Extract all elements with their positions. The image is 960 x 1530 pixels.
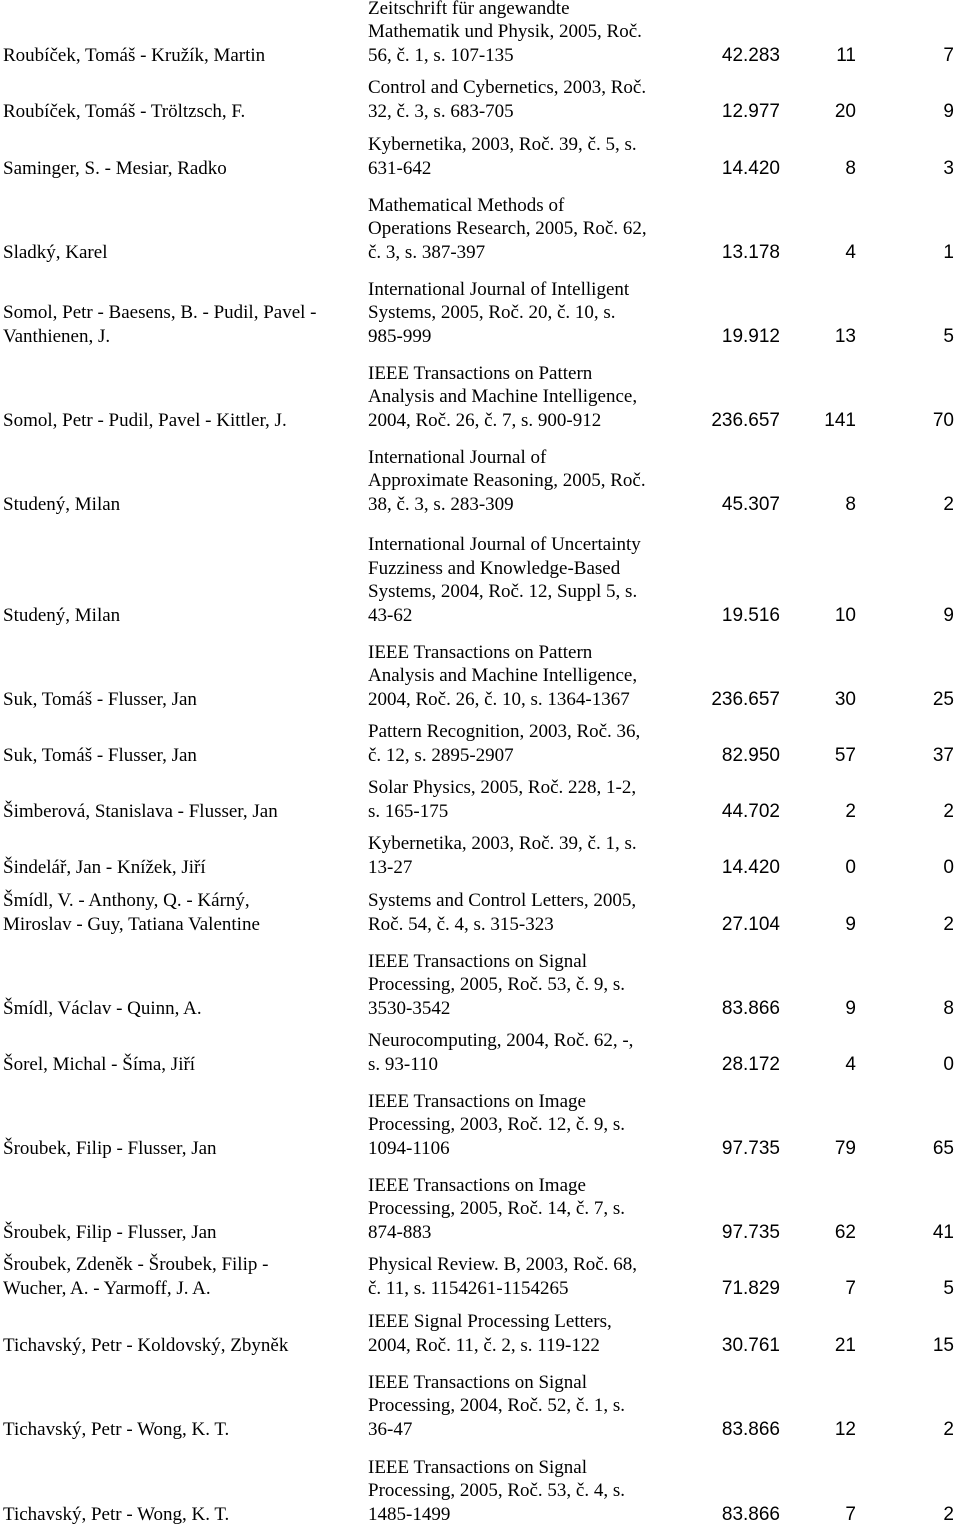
impact-cell: 236.657 <box>711 409 780 431</box>
journal-cell: Pattern Recognition, 2003, Roč. 36, č. 12, s. 2895-2907 <box>368 721 641 766</box>
table-row <box>0 776 960 823</box>
journal-cell: International Journal of Approximate Reasoning, 2005, Roč. 38, č. 3, s. 283-309 <box>368 446 646 515</box>
journal-cell: International Journal of Uncertainty Fuzziness and Knowledge-Based Systems, 2004, Roč. 12, Suppl 5, s. 43-62 <box>368 534 641 626</box>
count-cell-2: 0 <box>943 856 954 878</box>
impact-cell: 83.866 <box>721 1418 780 1440</box>
count-cell-2: 5 <box>943 325 954 347</box>
journal-cell: IEEE Transactions on Pattern Analysis and Machine Intelligence, 2004, Roč. 26, č. 10, s. 1364-1367 <box>368 641 638 710</box>
table-row <box>0 1253 960 1300</box>
authors-cell: Tichavský, Petr - Wong, K. T. <box>3 1418 230 1440</box>
table-row <box>0 889 960 936</box>
count-cell-1: 30 <box>834 688 856 710</box>
count-cell-1: 9 <box>845 997 856 1019</box>
authors-cell: Suk, Tomáš - Flusser, Jan <box>3 688 197 710</box>
impact-cell: 19.516 <box>721 604 780 626</box>
impact-cell: 82.950 <box>721 744 780 766</box>
count-cell-2: 70 <box>932 409 954 431</box>
table-row <box>0 720 960 767</box>
count-cell-2: 41 <box>932 1221 954 1243</box>
table-row <box>0 76 960 123</box>
journal-cell: Mathematical Methods of Operations Research, 2005, Roč. 62, č. 3, s. 387-397 <box>368 194 647 263</box>
count-cell-1: 0 <box>845 856 856 878</box>
count-cell-1: 4 <box>845 1053 856 1075</box>
authors-cell: Šindelář, Jan - Knížek, Jiří <box>3 856 206 878</box>
count-cell-2: 2 <box>943 913 954 935</box>
authors-cell: Studený, Milan <box>3 604 121 626</box>
authors-cell: Šimberová, Stanislava - Flusser, Jan <box>3 800 278 822</box>
count-cell-2: 37 <box>932 744 954 766</box>
journal-cell: Solar Physics, 2005, Roč. 228, 1-2, s. 165-175 <box>368 777 637 822</box>
count-cell-2: 2 <box>943 493 954 515</box>
impact-cell: 19.912 <box>721 325 780 347</box>
table-row <box>0 832 960 879</box>
journal-cell: Control and Cybernetics, 2003, Roč. 32, č. 3, s. 683-705 <box>368 77 647 122</box>
count-cell-1: 20 <box>834 100 856 122</box>
count-cell-2: 5 <box>943 1277 954 1299</box>
authors-cell: Tichavský, Petr - Wong, K. T. <box>3 1503 230 1525</box>
impact-cell: 28.172 <box>721 1053 780 1075</box>
authors-cell: Šorel, Michal - Šíma, Jiří <box>3 1053 196 1075</box>
table-row <box>0 641 960 712</box>
table-row <box>0 133 960 180</box>
impact-cell: 14.420 <box>721 856 780 878</box>
count-cell-1: 7 <box>845 1503 856 1525</box>
count-cell-1: 10 <box>834 604 856 626</box>
count-cell-2: 2 <box>943 1503 954 1525</box>
authors-cell: Roubíček, Tomáš - Tröltzsch, F. <box>3 100 246 122</box>
authors-cell: Saminger, S. - Mesiar, Radko <box>3 157 227 179</box>
authors-cell: Roubíček, Tomáš - Kružík, Martin <box>3 44 266 66</box>
journal-cell: Physical Review. B, 2003, Roč. 68, č. 11, s. 1154261-1154265 <box>368 1254 637 1299</box>
count-cell-1: 21 <box>834 1334 856 1356</box>
count-cell-2: 25 <box>932 688 954 710</box>
table-row <box>0 950 960 1021</box>
table-row <box>0 1090 960 1161</box>
table-row <box>0 446 960 517</box>
table-row <box>0 1310 960 1357</box>
impact-cell: 27.104 <box>721 913 780 935</box>
table-row <box>0 1456 960 1527</box>
authors-cell: Tichavský, Petr - Koldovský, Zbyněk <box>3 1334 289 1356</box>
count-cell-2: 65 <box>932 1137 954 1159</box>
table-row <box>0 194 960 265</box>
journal-cell: IEEE Transactions on Signal Processing, 2004, Roč. 52, č. 1, s. 36-47 <box>368 1371 626 1440</box>
table-row <box>0 0 960 67</box>
count-cell-2: 3 <box>943 157 954 179</box>
impact-cell: 97.735 <box>721 1221 780 1243</box>
journal-cell: International Journal of Intelligent Systems, 2005, Roč. 20, č. 10, s. 985-999 <box>368 278 630 347</box>
table-row <box>0 533 960 627</box>
count-cell-2: 2 <box>943 800 954 822</box>
authors-cell: Šmídl, V. - Anthony, Q. - Kárný, Miroslav - Guy, Tatiana Valentine <box>3 890 260 935</box>
authors-cell: Suk, Tomáš - Flusser, Jan <box>3 744 197 766</box>
authors-cell: Somol, Petr - Pudil, Pavel - Kittler, J. <box>3 409 287 431</box>
authors-cell: Šroubek, Filip - Flusser, Jan <box>3 1137 217 1159</box>
authors-cell: Studený, Milan <box>3 493 121 515</box>
impact-cell: 45.307 <box>721 493 780 515</box>
count-cell-2: 7 <box>943 44 954 66</box>
impact-cell: 14.420 <box>721 157 780 179</box>
count-cell-1: 12 <box>834 1418 856 1440</box>
journal-cell: IEEE Transactions on Pattern Analysis and Machine Intelligence, 2004, Roč. 26, č. 7, s. 900-912 <box>368 362 638 431</box>
journal-cell: Zeitschrift für angewandte Mathematik und Physik, 2005, Roč. 56, č. 1, s. 107-135 <box>368 0 642 66</box>
count-cell-1: 2 <box>845 800 856 822</box>
table-row <box>0 1029 960 1076</box>
table-row <box>0 1174 960 1245</box>
journal-cell: Kybernetika, 2003, Roč. 39, č. 5, s. 631-642 <box>368 134 637 179</box>
authors-cell: Šmídl, Václav - Quinn, A. <box>3 997 202 1019</box>
impact-cell: 44.702 <box>721 800 780 822</box>
journal-cell: IEEE Signal Processing Letters, 2004, Roč. 11, č. 2, s. 119-122 <box>368 1311 612 1356</box>
count-cell-1: 13 <box>834 325 856 347</box>
impact-cell: 30.761 <box>721 1334 780 1356</box>
impact-cell: 12.977 <box>721 100 780 122</box>
journal-cell: Neurocomputing, 2004, Roč. 62, -, s. 93-110 <box>368 1030 634 1075</box>
count-cell-2: 2 <box>943 1418 954 1440</box>
impact-cell: 236.657 <box>711 688 780 710</box>
table-row <box>0 362 960 433</box>
authors-cell: Sladký, Karel <box>3 241 108 263</box>
count-cell-2: 9 <box>943 100 954 122</box>
impact-cell: 13.178 <box>721 241 780 263</box>
count-cell-1: 9 <box>845 913 856 935</box>
count-cell-1: 57 <box>834 744 856 766</box>
count-cell-2: 1 <box>943 241 954 263</box>
count-cell-1: 141 <box>824 409 856 431</box>
journal-cell: IEEE Transactions on Image Processing, 2003, Roč. 12, č. 9, s. 1094-1106 <box>368 1090 626 1159</box>
authors-cell: Somol, Petr - Baesens, B. - Pudil, Pavel - Vanthienen, J. <box>3 302 317 347</box>
count-cell-2: 8 <box>943 997 954 1019</box>
count-cell-1: 8 <box>845 493 856 515</box>
authors-cell: Šroubek, Filip - Flusser, Jan <box>3 1221 217 1243</box>
impact-cell: 71.829 <box>721 1277 780 1299</box>
journal-cell: IEEE Transactions on Signal Processing, 2005, Roč. 53, č. 4, s. 1485-1499 <box>368 1456 626 1525</box>
table-row <box>0 1371 960 1442</box>
count-cell-2: 15 <box>932 1334 954 1356</box>
authors-cell: Šroubek, Zdeněk - Šroubek, Filip - Wucher, A. - Yarmoff, J. A. <box>3 1254 269 1299</box>
impact-cell: 83.866 <box>721 997 780 1019</box>
count-cell-2: 9 <box>943 604 954 626</box>
count-cell-1: 4 <box>845 241 856 263</box>
impact-cell: 83.866 <box>721 1503 780 1525</box>
journal-cell: IEEE Transactions on Signal Processing, 2005, Roč. 53, č. 9, s. 3530-3542 <box>368 950 626 1019</box>
count-cell-1: 8 <box>845 157 856 179</box>
count-cell-2: 0 <box>943 1053 954 1075</box>
count-cell-1: 62 <box>834 1221 856 1243</box>
journal-cell: Kybernetika, 2003, Roč. 39, č. 1, s. 13-27 <box>368 833 637 878</box>
table-row <box>0 278 960 349</box>
impact-cell: 97.735 <box>721 1137 780 1159</box>
count-cell-1: 7 <box>845 1277 856 1299</box>
journal-cell: IEEE Transactions on Image Processing, 2005, Roč. 14, č. 7, s. 874-883 <box>368 1174 626 1243</box>
count-cell-1: 79 <box>834 1137 856 1159</box>
impact-cell: 42.283 <box>721 44 780 66</box>
count-cell-1: 11 <box>836 44 856 66</box>
journal-cell: Systems and Control Letters, 2005, Roč. 54, č. 4, s. 315-323 <box>368 890 637 935</box>
